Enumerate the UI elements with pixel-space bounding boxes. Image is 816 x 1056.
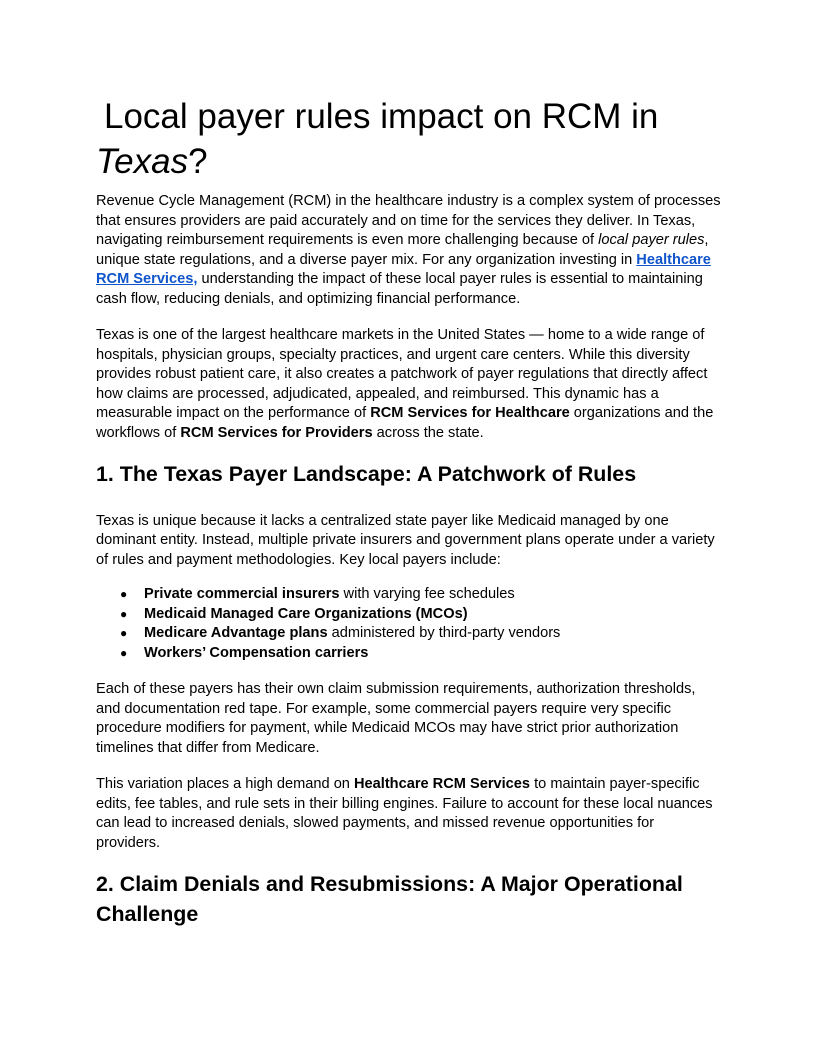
title-text: Local payer rules impact on RCM in <box>104 97 659 136</box>
list-item <box>96 605 722 625</box>
bullet-icon: ● <box>120 626 128 640</box>
section-1-paragraph-3 <box>96 775 722 853</box>
intro-text-2: , unique state regulations, and a diverse payer mix. For any organization investing in <box>96 232 709 268</box>
list-item-text: with varying fee schedules <box>339 586 515 602</box>
p3-text-2: to maintain payer-specific edits, fee tables, and rule sets in their billing engines. Failure to account for these local nuances can lead to increased denials, slowed payments, and missed revenue opportunities for providers. <box>96 776 713 851</box>
list-item <box>96 585 722 605</box>
section-1-heading: 1. The Texas Payer Landscape: A Patchwork of Rules <box>96 462 637 486</box>
market-text-1: Texas is one of the largest healthcare markets in the United States — home to a wide range of hospitals, physician groups, specialty practices, and urgent care centers. While this diversity provides robust patient care, it also creates a patchwork of payer regulations that directly affect how claims are processed, adjudicated, appealed, and reimbursed. This dynamic has a measurable impact on the performance of <box>96 327 708 421</box>
key-payers-list <box>96 585 722 663</box>
market-paragraph <box>96 326 722 443</box>
list-item-text: administered by third-party vendors <box>327 625 561 641</box>
intro-text-3: understanding the impact of these local payer rules is essential to maintaining cash flow, reducing denials, and optimizing financial performance. <box>96 271 703 307</box>
title-italic: Texas <box>96 142 189 181</box>
section-1-paragraph-2: Each of these payers has their own claim submission requirements, authorization thresholds, and documentation red tape. For example, some commercial payers require very specific procedure modifiers for payment, while Medicaid MCOs may have strict prior authorization timelines that differ from Medicare. <box>96 681 696 756</box>
bullet-icon: ● <box>120 587 128 601</box>
list-item-bold: Medicare Advantage plans <box>144 625 328 641</box>
list-item-bold: Medicaid Managed Care Organizations (MCOs) <box>144 605 468 622</box>
title-suffix: ? <box>188 142 208 181</box>
p3-bold: Healthcare RCM Services <box>354 776 531 792</box>
list-item <box>96 624 722 644</box>
p3-text-1: This variation places a high demand on <box>96 776 350 792</box>
section-2-heading: 2. Claim Denials and Resubmissions: A Major Operational Challenge <box>96 872 683 926</box>
intro-paragraph <box>96 192 722 309</box>
list-item-bold: Workers’ Compensation carriers <box>144 644 369 661</box>
market-text-2: organizations and the workflows of <box>96 405 714 441</box>
intro-italic: local payer rules <box>598 232 705 248</box>
list-item-bold: Private commercial insurers <box>144 586 340 602</box>
bullet-icon: ● <box>120 645 128 660</box>
list-item <box>96 644 722 664</box>
bullet-icon: ● <box>120 606 128 621</box>
market-bold-2: RCM Services for Providers <box>180 424 373 441</box>
healthcare-rcm-services-link[interactable]: Healthcare RCM Services, <box>96 251 711 287</box>
section-1-paragraph-1: Texas is unique because it lacks a centralized state payer like Medicaid managed by one dominant entity. Instead, multiple private insurers and government plans operate under a variety of rules and payment methodologies. Key local payers include: <box>96 512 715 568</box>
document-page <box>96 94 722 951</box>
market-text-3: across the state. <box>376 424 484 441</box>
market-bold-1: RCM Services for Healthcare <box>370 405 570 421</box>
page-title <box>96 94 722 184</box>
intro-text-1: Revenue Cycle Management (RCM) in the healthcare industry is a complex system of processes that ensures providers are paid accurately and on time for the services they deliver. In Texas, navigating reimbursement requirements is even more challenging because of <box>96 193 721 248</box>
